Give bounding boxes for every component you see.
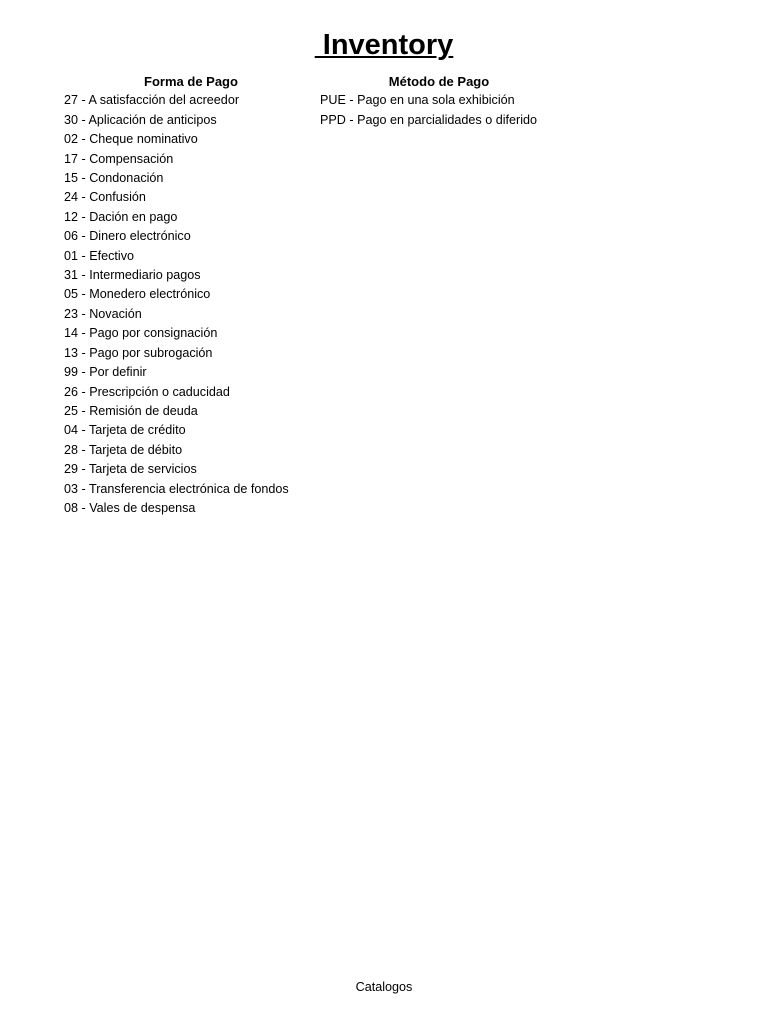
list-item: 03 - Transferencia electrónica de fondos [64, 481, 289, 496]
list-item: 29 - Tarjeta de servicios [64, 462, 197, 477]
list-item: 13 - Pago por subrogación [64, 345, 213, 360]
list-item: 05 - Monedero electrónico [64, 287, 211, 302]
forma-de-pago-list [64, 91, 310, 518]
metodo-de-pago-column [320, 72, 560, 130]
list-item: 02 - Cheque nominativo [64, 132, 198, 147]
list-item: 25 - Remisión de deuda [64, 403, 198, 418]
page-footer: Catalogos [355, 980, 413, 994]
list-item: 15 - Condonación [64, 171, 164, 186]
metodo-de-pago-list [320, 91, 560, 130]
list-item: 04 - Tarjeta de crédito [64, 423, 186, 438]
forma-de-pago-header: Forma de Pago [144, 74, 238, 89]
list-item: 23 - Novación [64, 306, 142, 321]
page-title: Inventory [314, 29, 454, 61]
list-item: 14 - Pago por consignación [64, 326, 218, 341]
list-item: 27 - A satisfacción del acreedor [64, 93, 240, 108]
forma-de-pago-column [64, 72, 310, 518]
list-item: 01 - Efectivo [64, 248, 134, 263]
metodo-de-pago-header: Método de Pago [388, 74, 490, 89]
list-item: PPD - Pago en parcialidades o diferido [320, 112, 538, 127]
list-item: 28 - Tarjeta de débito [64, 442, 183, 457]
list-item: 26 - Prescripción o caducidad [64, 384, 230, 399]
list-item: 06 - Dinero electrónico [64, 229, 191, 244]
list-item: 99 - Por definir [64, 365, 147, 380]
list-item: PUE - Pago en una sola exhibición [320, 93, 515, 108]
list-item: 08 - Vales de despensa [64, 500, 196, 515]
list-item: 30 - Aplicación de anticipos [64, 112, 217, 127]
list-item: 31 - Intermediario pagos [64, 268, 201, 283]
list-item: 12 - Dación en pago [64, 209, 178, 224]
list-item: 17 - Compensación [64, 151, 174, 166]
list-item: 24 - Confusión [64, 190, 146, 205]
